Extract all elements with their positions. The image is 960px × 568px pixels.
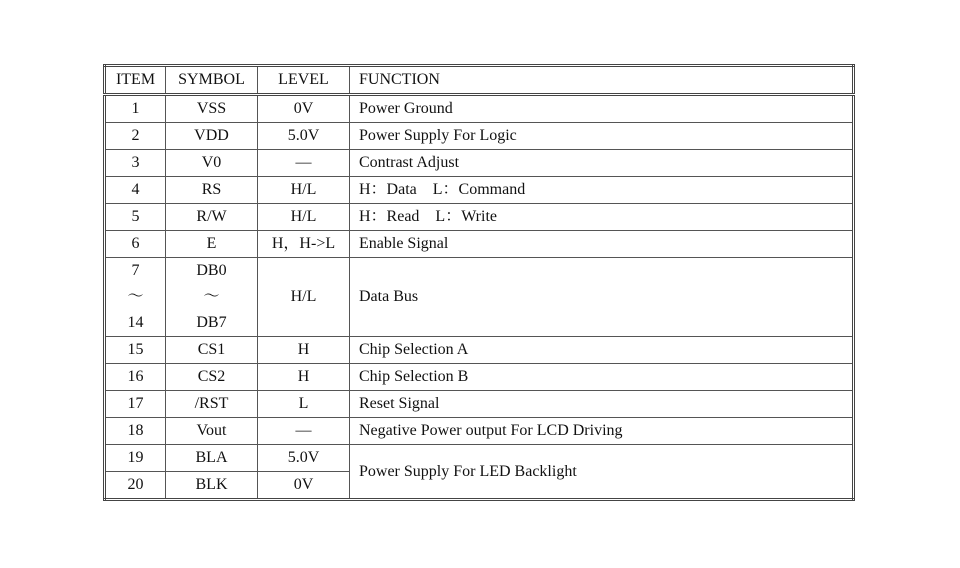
cell-function: Reset Signal: [350, 391, 854, 418]
cell-function-backlight: Power Supply For LED Backlight: [350, 445, 854, 500]
cell-item: 1: [105, 95, 166, 123]
table-row: [105, 364, 854, 391]
cell-item: 19: [105, 445, 166, 472]
cell-symbol: R/W: [166, 204, 258, 231]
item-range-tilde: ～: [127, 288, 144, 305]
header-level: LEVEL: [258, 66, 350, 95]
cell-level: —: [258, 150, 350, 177]
cell-function: Negative Power output For LCD Driving: [350, 418, 854, 445]
cell-item: 5: [105, 204, 166, 231]
item-range-end: 14: [127, 314, 144, 331]
cell-item: 2: [105, 123, 166, 150]
cell-item: 16: [105, 364, 166, 391]
table-row: [105, 231, 854, 258]
cell-level: H/L: [258, 204, 350, 231]
cell-function: Enable Signal: [350, 231, 854, 258]
cell-symbol: CS2: [166, 364, 258, 391]
cell-symbol: BLK: [166, 472, 258, 500]
table-header-row: [105, 66, 854, 95]
cell-item-range: [105, 258, 166, 337]
cell-item: 6: [105, 231, 166, 258]
table-row: [105, 337, 854, 364]
header-item: ITEM: [105, 66, 166, 95]
cell-symbol: Vout: [166, 418, 258, 445]
table-row: [105, 418, 854, 445]
header-symbol: SYMBOL: [166, 66, 258, 95]
table-row: [105, 150, 854, 177]
symbol-range-start: DB0: [196, 262, 227, 279]
cell-function: Chip Selection B: [350, 364, 854, 391]
item-range-start: 7: [131, 262, 140, 279]
header-function: FUNCTION: [350, 66, 854, 95]
symbol-range-end: DB7: [196, 314, 227, 331]
table-row: [105, 95, 854, 123]
cell-function: Power Ground: [350, 95, 854, 123]
cell-item: 18: [105, 418, 166, 445]
cell-item: 15: [105, 337, 166, 364]
cell-level: 0V: [258, 472, 350, 500]
table-row-backlight-anode: [105, 445, 854, 472]
cell-symbol-range: [166, 258, 258, 337]
cell-symbol: VSS: [166, 95, 258, 123]
cell-level: 5.0V: [258, 445, 350, 472]
cell-function: Contrast Adjust: [350, 150, 854, 177]
cell-symbol: V0: [166, 150, 258, 177]
cell-level: H/L: [258, 177, 350, 204]
cell-symbol: RS: [166, 177, 258, 204]
cell-function: H：Read L：Write: [350, 204, 854, 231]
cell-item: 4: [105, 177, 166, 204]
cell-item: 20: [105, 472, 166, 500]
pin-assignment-table: [103, 64, 855, 501]
symbol-range-tilde: ～: [203, 288, 220, 305]
cell-symbol: VDD: [166, 123, 258, 150]
cell-function: Power Supply For Logic: [350, 123, 854, 150]
cell-level: —: [258, 418, 350, 445]
cell-item: 3: [105, 150, 166, 177]
cell-level: 5.0V: [258, 123, 350, 150]
cell-level: H，H->L: [258, 231, 350, 258]
cell-item: 17: [105, 391, 166, 418]
table-row: [105, 204, 854, 231]
cell-level: H: [258, 337, 350, 364]
cell-symbol: /RST: [166, 391, 258, 418]
cell-level: H: [258, 364, 350, 391]
cell-function: Data Bus: [350, 258, 854, 337]
table-row: [105, 177, 854, 204]
cell-level: 0V: [258, 95, 350, 123]
cell-function: H：Data L：Command: [350, 177, 854, 204]
cell-level: H/L: [258, 258, 350, 337]
cell-function: Chip Selection A: [350, 337, 854, 364]
cell-symbol: E: [166, 231, 258, 258]
cell-symbol: CS1: [166, 337, 258, 364]
cell-level: L: [258, 391, 350, 418]
table-row: [105, 391, 854, 418]
table-row: [105, 123, 854, 150]
table-row-databus: [105, 258, 854, 337]
cell-symbol: BLA: [166, 445, 258, 472]
